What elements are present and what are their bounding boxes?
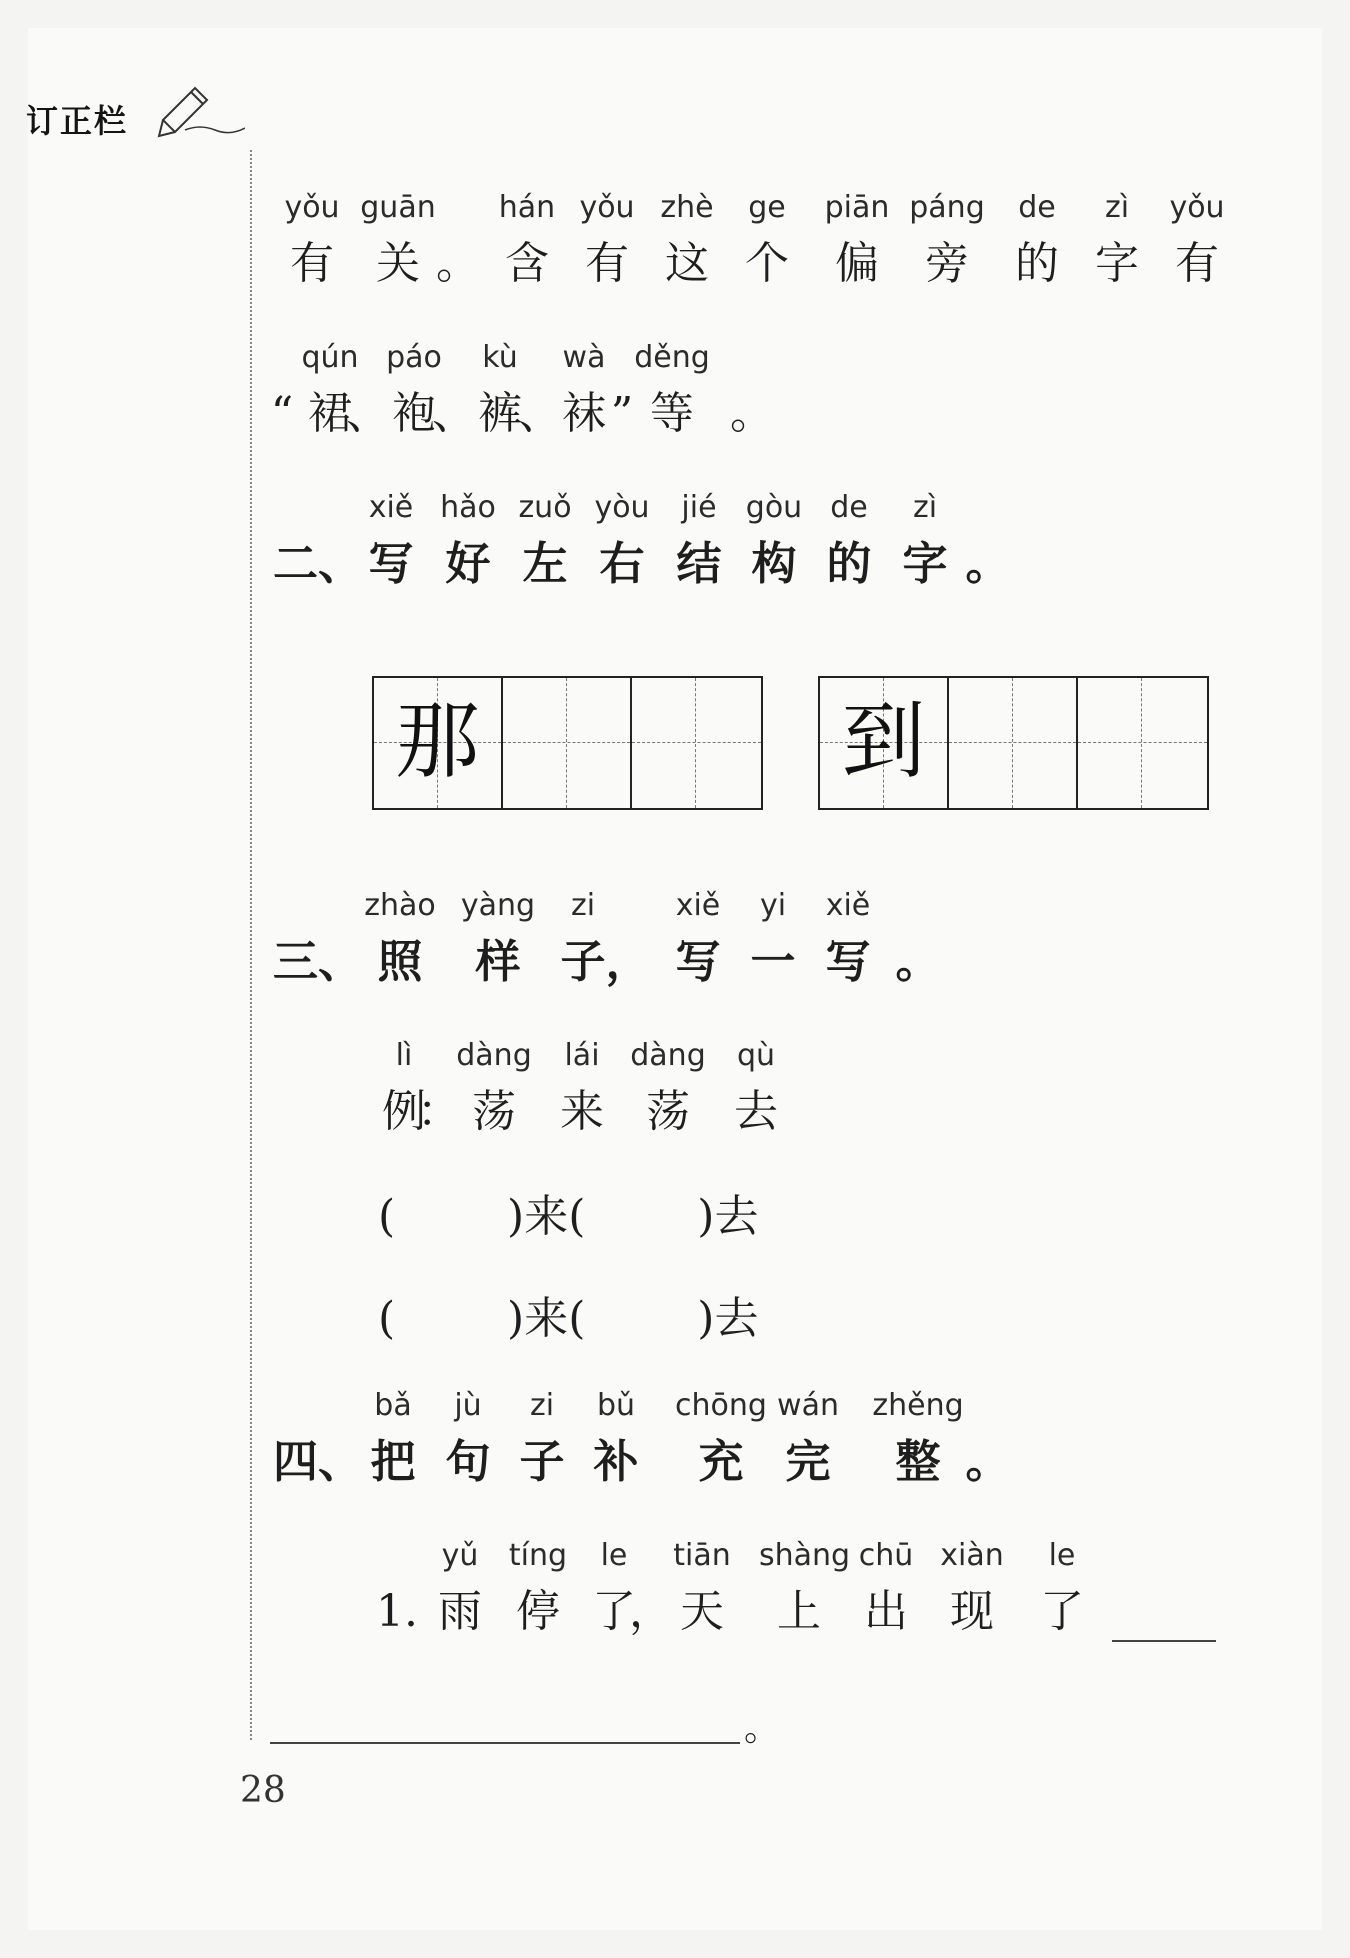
token: xiàn 现 xyxy=(940,1538,1004,1637)
token: yàng 样 xyxy=(460,888,536,988)
token: qù 去 xyxy=(734,1038,778,1137)
token: zhè 这 xyxy=(660,190,714,289)
token: bǎ 把 xyxy=(370,1388,416,1488)
token: ， xyxy=(629,1586,673,1637)
token: qún 裙 xyxy=(301,340,359,439)
model-character: 到 xyxy=(841,692,926,790)
token: dàng 荡 xyxy=(630,1038,706,1137)
correction-column-divider xyxy=(250,150,252,1740)
token: tíng 停 xyxy=(508,1538,568,1637)
token: guān 关 xyxy=(360,190,436,289)
token: xiě 写 xyxy=(675,888,721,988)
writing-grid-1 xyxy=(372,676,763,810)
correction-column-label: 订正栏 xyxy=(26,102,129,140)
grid-cell-blank[interactable] xyxy=(503,678,632,808)
token: zi 子 xyxy=(560,888,606,988)
grid-cell-model xyxy=(374,678,503,808)
token: yǒu 有 xyxy=(579,190,635,289)
token: kù 裤 xyxy=(478,340,522,439)
token: 。 xyxy=(895,935,941,988)
token: ， xyxy=(605,935,651,988)
token: zi 子 xyxy=(519,1388,565,1488)
token: 。 xyxy=(965,537,1011,590)
token: yǒu 有 xyxy=(284,190,340,289)
token: yǒu 有 xyxy=(1169,190,1225,289)
token: páng 旁 xyxy=(909,190,985,289)
token: zì 字 xyxy=(1095,190,1139,289)
token: piān 偏 xyxy=(824,190,890,289)
token: ge 个 xyxy=(745,190,789,289)
token: 。 xyxy=(730,388,774,439)
token: 、 xyxy=(432,388,476,439)
token: “ xyxy=(270,388,294,439)
grid-cell-model xyxy=(820,678,949,808)
token: de 的 xyxy=(826,490,872,590)
token: chū 出 xyxy=(858,1538,914,1637)
token: 。 xyxy=(965,1435,1011,1488)
grid-cell-blank[interactable] xyxy=(949,678,1078,808)
token: hán 含 xyxy=(498,190,556,289)
token: zhào 照 xyxy=(364,888,436,988)
token: chōng 充 xyxy=(675,1388,767,1488)
page-number: 28 xyxy=(240,1770,286,1811)
answer-blank-1[interactable] xyxy=(1112,1640,1216,1642)
token: shàng 上 xyxy=(759,1538,851,1637)
token: le 了 xyxy=(592,1538,636,1637)
token: 、 xyxy=(346,388,390,439)
token: xiě 写 xyxy=(368,490,414,590)
token: 、 xyxy=(518,388,562,439)
grid-cell-blank[interactable] xyxy=(1078,678,1207,808)
token: tiān 天 xyxy=(673,1538,731,1637)
model-character: 那 xyxy=(395,692,480,790)
token: wán 完 xyxy=(777,1388,839,1488)
token: jù 句 xyxy=(445,1388,491,1488)
token: lái 来 xyxy=(560,1038,604,1137)
token: děng 等 xyxy=(634,340,710,439)
token: hǎo 好 xyxy=(440,490,496,590)
grid-cell-blank[interactable] xyxy=(632,678,761,808)
fill-row-1[interactable]: ( )来( )去 xyxy=(378,1191,759,1242)
token: 三、 xyxy=(272,935,363,988)
token: yǔ 雨 xyxy=(438,1538,482,1637)
token: yi 一 xyxy=(750,888,796,988)
answer-blank-2[interactable] xyxy=(270,1742,740,1744)
token: zì 字 xyxy=(902,490,948,590)
token: bǔ 补 xyxy=(593,1388,639,1488)
token: 二、 xyxy=(272,537,363,590)
token: zhěng 整 xyxy=(872,1388,964,1488)
token: 四、 xyxy=(272,1435,363,1488)
token: 。 xyxy=(436,238,480,289)
token: wà 袜 xyxy=(562,340,606,439)
token: xiě 写 xyxy=(825,888,871,988)
token: 1. xyxy=(376,1586,418,1637)
token: ” xyxy=(610,388,634,439)
fill-row-2[interactable]: ( )来( )去 xyxy=(378,1293,759,1344)
token: le 了 xyxy=(1040,1538,1084,1637)
token: ： xyxy=(417,1086,461,1137)
token: jié 结 xyxy=(676,490,722,590)
token: yòu 右 xyxy=(594,490,650,590)
end-period: 。 xyxy=(744,1708,781,1749)
token: lì 例 xyxy=(382,1038,426,1137)
token: gòu 构 xyxy=(745,490,803,590)
token: páo 袍 xyxy=(386,340,442,439)
token: dàng 荡 xyxy=(456,1038,532,1137)
token: zuǒ 左 xyxy=(518,490,572,590)
writing-grid-2 xyxy=(818,676,1209,810)
pencil-icon xyxy=(155,80,245,140)
token: de 的 xyxy=(1015,190,1059,289)
